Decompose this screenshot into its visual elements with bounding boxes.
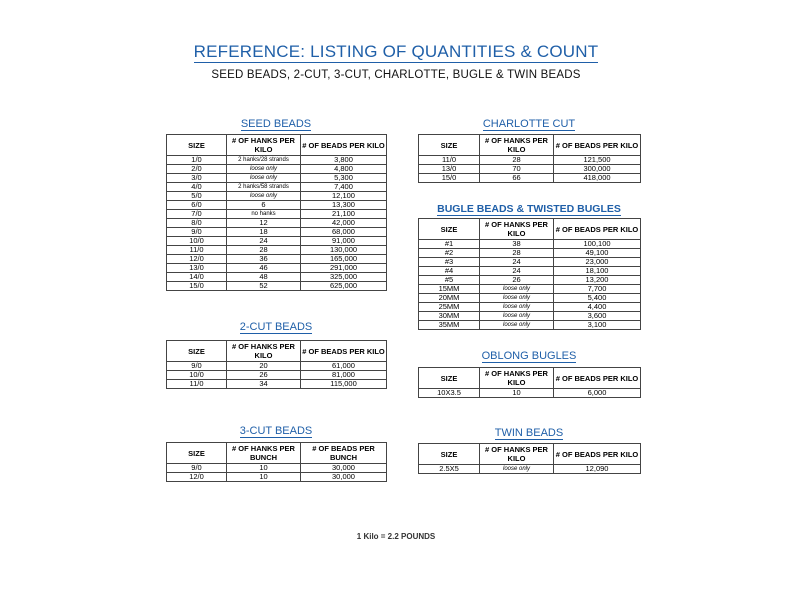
column-header: # OF BEADS PER BUNCH — [301, 443, 387, 464]
column-header: SIZE — [167, 341, 227, 362]
size-cell: 8/0 — [167, 219, 227, 228]
column-header: # OF HANKS PER BUNCH — [227, 443, 301, 464]
size-cell: 9/0 — [167, 362, 227, 371]
header-row — [419, 368, 641, 389]
beads-cell: 18,100 — [554, 267, 641, 276]
beads-cell: 42,000 — [301, 219, 387, 228]
table-row — [167, 362, 387, 371]
table-row — [419, 285, 641, 294]
size-cell: #5 — [419, 276, 480, 285]
hanks-cell: 24 — [227, 237, 301, 246]
column-header: # OF HANKS PER KILO — [227, 341, 301, 362]
beads-cell: 49,100 — [554, 249, 641, 258]
beads-cell: 91,000 — [301, 237, 387, 246]
size-cell: 15/0 — [167, 282, 227, 291]
table-row — [419, 303, 641, 312]
two-cut-heading — [166, 321, 386, 333]
hanks-cell: 38 — [480, 240, 554, 249]
hanks-cell: loose only — [227, 165, 301, 174]
seed-beads-heading — [166, 118, 386, 130]
column-header: SIZE — [419, 135, 480, 156]
column-header: # OF BEADS PER KILO — [301, 341, 387, 362]
table-row — [167, 380, 387, 389]
two-cut-table — [166, 340, 387, 389]
bugle-heading — [418, 203, 640, 215]
beads-cell: 300,000 — [554, 165, 641, 174]
table-row — [167, 201, 387, 210]
beads-cell: 4,400 — [554, 303, 641, 312]
beads-cell: 81,000 — [301, 371, 387, 380]
beads-cell: 21,100 — [301, 210, 387, 219]
hanks-cell: loose only — [480, 285, 554, 294]
beads-cell: 6,000 — [554, 389, 641, 398]
header-row — [167, 341, 387, 362]
beads-cell: 23,000 — [554, 258, 641, 267]
size-cell: 1/0 — [167, 156, 227, 165]
table-row — [419, 156, 641, 165]
table-row — [167, 273, 387, 282]
table-row — [419, 165, 641, 174]
beads-cell: 13,300 — [301, 201, 387, 210]
charlotte-table — [418, 134, 641, 183]
table-row — [167, 156, 387, 165]
size-cell: 2/0 — [167, 165, 227, 174]
bugle-heading-text: BUGLE BEADS & TWISTED BUGLES — [437, 203, 621, 215]
beads-cell: 100,100 — [554, 240, 641, 249]
table-row — [167, 371, 387, 380]
size-cell: 2.5X5 — [419, 465, 480, 474]
table-row — [167, 219, 387, 228]
size-cell: 12/0 — [167, 473, 227, 482]
three-cut-heading — [166, 425, 386, 437]
hanks-cell: loose only — [480, 312, 554, 321]
twin-heading-text: TWIN BEADS — [494, 427, 564, 439]
column-header: # OF BEADS PER KILO — [554, 219, 641, 240]
table-row — [167, 282, 387, 291]
beads-cell: 3,800 — [301, 156, 387, 165]
twin-table — [418, 443, 641, 474]
table-row — [167, 255, 387, 264]
hanks-cell: 34 — [227, 380, 301, 389]
page-subtitle: SEED BEADS, 2-CUT, 3-CUT, CHARLOTTE, BUGLE & TWIN BEADS — [211, 69, 581, 81]
table-row — [419, 174, 641, 183]
hanks-cell: 24 — [480, 267, 554, 276]
table-row — [167, 237, 387, 246]
hanks-cell: 66 — [480, 174, 554, 183]
column-header: # OF BEADS PER KILO — [554, 368, 641, 389]
beads-cell: 61,000 — [301, 362, 387, 371]
size-cell: 11/0 — [167, 246, 227, 255]
header-row — [167, 443, 387, 464]
size-cell: 9/0 — [167, 464, 227, 473]
column-header: # OF HANKS PER KILO — [480, 135, 554, 156]
seed-beads-table — [166, 134, 387, 291]
size-cell: 15MM — [419, 285, 480, 294]
hanks-cell: 18 — [227, 228, 301, 237]
table-row — [167, 192, 387, 201]
column-header: SIZE — [167, 443, 227, 464]
hanks-cell: 20 — [227, 362, 301, 371]
header-row — [419, 135, 641, 156]
hanks-cell: 26 — [480, 276, 554, 285]
beads-cell: 4,800 — [301, 165, 387, 174]
table-row — [167, 210, 387, 219]
hanks-cell: 28 — [227, 246, 301, 255]
charlotte-heading — [418, 118, 640, 130]
table-row — [167, 165, 387, 174]
seed-beads-heading-text: SEED BEADS — [240, 118, 312, 130]
beads-cell: 12,100 — [301, 192, 387, 201]
beads-cell: 30,000 — [301, 464, 387, 473]
oblong-table — [418, 367, 641, 398]
beads-cell: 130,000 — [301, 246, 387, 255]
oblong-heading-text: OBLONG BUGLES — [481, 350, 577, 362]
header-row — [167, 135, 387, 156]
page-title-text: REFERENCE: LISTING OF QUANTITIES & COUNT — [193, 42, 599, 61]
size-cell: 11/0 — [167, 380, 227, 389]
hanks-cell: 48 — [227, 273, 301, 282]
beads-cell: 291,000 — [301, 264, 387, 273]
size-cell: 10X3.5 — [419, 389, 480, 398]
beads-cell: 418,000 — [554, 174, 641, 183]
beads-cell: 625,000 — [301, 282, 387, 291]
column-header: # OF BEADS PER KILO — [554, 444, 641, 465]
table-row — [167, 264, 387, 273]
size-cell: 13/0 — [167, 264, 227, 273]
table-row — [419, 312, 641, 321]
table-row — [167, 174, 387, 183]
size-cell: #2 — [419, 249, 480, 258]
hanks-cell: 6 — [227, 201, 301, 210]
beads-cell: 7,700 — [554, 285, 641, 294]
hanks-cell: 46 — [227, 264, 301, 273]
size-cell: 12/0 — [167, 255, 227, 264]
twin-heading — [418, 427, 640, 439]
hanks-cell: 70 — [480, 165, 554, 174]
size-cell: 35MM — [419, 321, 480, 330]
table-row — [419, 389, 641, 398]
size-cell: 7/0 — [167, 210, 227, 219]
hanks-cell: loose only — [480, 303, 554, 312]
three-cut-heading-text: 3-CUT BEADS — [239, 425, 313, 437]
column-header: # OF BEADS PER KILO — [554, 135, 641, 156]
hanks-cell: 10 — [227, 464, 301, 473]
beads-cell: 3,100 — [554, 321, 641, 330]
size-cell: 4/0 — [167, 183, 227, 192]
beads-cell: 13,200 — [554, 276, 641, 285]
table-row — [419, 249, 641, 258]
size-cell: 20MM — [419, 294, 480, 303]
hanks-cell: loose only — [480, 321, 554, 330]
table-row — [167, 473, 387, 482]
header-row — [419, 444, 641, 465]
page-title — [0, 42, 792, 62]
column-header: # OF BEADS PER KILO — [301, 135, 387, 156]
size-cell: 10/0 — [167, 371, 227, 380]
hanks-cell: 10 — [480, 389, 554, 398]
size-cell: 13/0 — [419, 165, 480, 174]
hanks-cell: 28 — [480, 156, 554, 165]
table-row — [167, 464, 387, 473]
table-row — [419, 258, 641, 267]
table-row — [167, 246, 387, 255]
beads-cell: 3,600 — [554, 312, 641, 321]
size-cell: 11/0 — [419, 156, 480, 165]
size-cell: #4 — [419, 267, 480, 276]
beads-cell: 5,400 — [554, 294, 641, 303]
beads-cell: 165,000 — [301, 255, 387, 264]
size-cell: 9/0 — [167, 228, 227, 237]
table-row — [419, 321, 641, 330]
conversion-note: 1 Kilo = 2.2 POUNDS — [356, 532, 436, 541]
beads-cell: 30,000 — [301, 473, 387, 482]
beads-cell: 12,090 — [554, 465, 641, 474]
column-header: # OF HANKS PER KILO — [480, 368, 554, 389]
hanks-cell: 10 — [227, 473, 301, 482]
beads-cell: 325,000 — [301, 273, 387, 282]
hanks-cell: no hanks — [227, 210, 301, 219]
hanks-cell: 28 — [480, 249, 554, 258]
hanks-cell: loose only — [227, 192, 301, 201]
hanks-cell: 24 — [480, 258, 554, 267]
beads-cell: 7,400 — [301, 183, 387, 192]
beads-cell: 121,500 — [554, 156, 641, 165]
column-header: SIZE — [167, 135, 227, 156]
table-row — [419, 465, 641, 474]
table-row — [419, 267, 641, 276]
table-row — [419, 276, 641, 285]
column-header: # OF HANKS PER KILO — [227, 135, 301, 156]
size-cell: 14/0 — [167, 273, 227, 282]
table-row — [167, 183, 387, 192]
hanks-cell: 2 hanks/28 strands — [227, 156, 301, 165]
size-cell: #3 — [419, 258, 480, 267]
table-row — [167, 228, 387, 237]
size-cell: 25MM — [419, 303, 480, 312]
header-row — [419, 219, 641, 240]
hanks-cell: 26 — [227, 371, 301, 380]
hanks-cell: loose only — [480, 294, 554, 303]
hanks-cell: 36 — [227, 255, 301, 264]
column-header: # OF HANKS PER KILO — [480, 219, 554, 240]
beads-cell: 68,000 — [301, 228, 387, 237]
hanks-cell: 2 hanks/58 strands — [227, 183, 301, 192]
two-cut-heading-text: 2-CUT BEADS — [239, 321, 313, 333]
beads-cell: 5,300 — [301, 174, 387, 183]
size-cell: 15/0 — [419, 174, 480, 183]
size-cell: 6/0 — [167, 201, 227, 210]
hanks-cell: loose only — [227, 174, 301, 183]
bugle-table — [418, 218, 641, 330]
beads-cell: 115,000 — [301, 380, 387, 389]
hanks-cell: loose only — [480, 465, 554, 474]
size-cell: #1 — [419, 240, 480, 249]
size-cell: 10/0 — [167, 237, 227, 246]
column-header: SIZE — [419, 444, 480, 465]
oblong-heading — [418, 350, 640, 362]
table-row — [419, 240, 641, 249]
hanks-cell: 52 — [227, 282, 301, 291]
size-cell: 3/0 — [167, 174, 227, 183]
column-header: SIZE — [419, 368, 480, 389]
size-cell: 30MM — [419, 312, 480, 321]
size-cell: 5/0 — [167, 192, 227, 201]
charlotte-heading-text: CHARLOTTE CUT — [482, 118, 576, 130]
table-row — [419, 294, 641, 303]
column-header: # OF HANKS PER KILO — [480, 444, 554, 465]
hanks-cell: 12 — [227, 219, 301, 228]
column-header: SIZE — [419, 219, 480, 240]
three-cut-table — [166, 442, 387, 482]
